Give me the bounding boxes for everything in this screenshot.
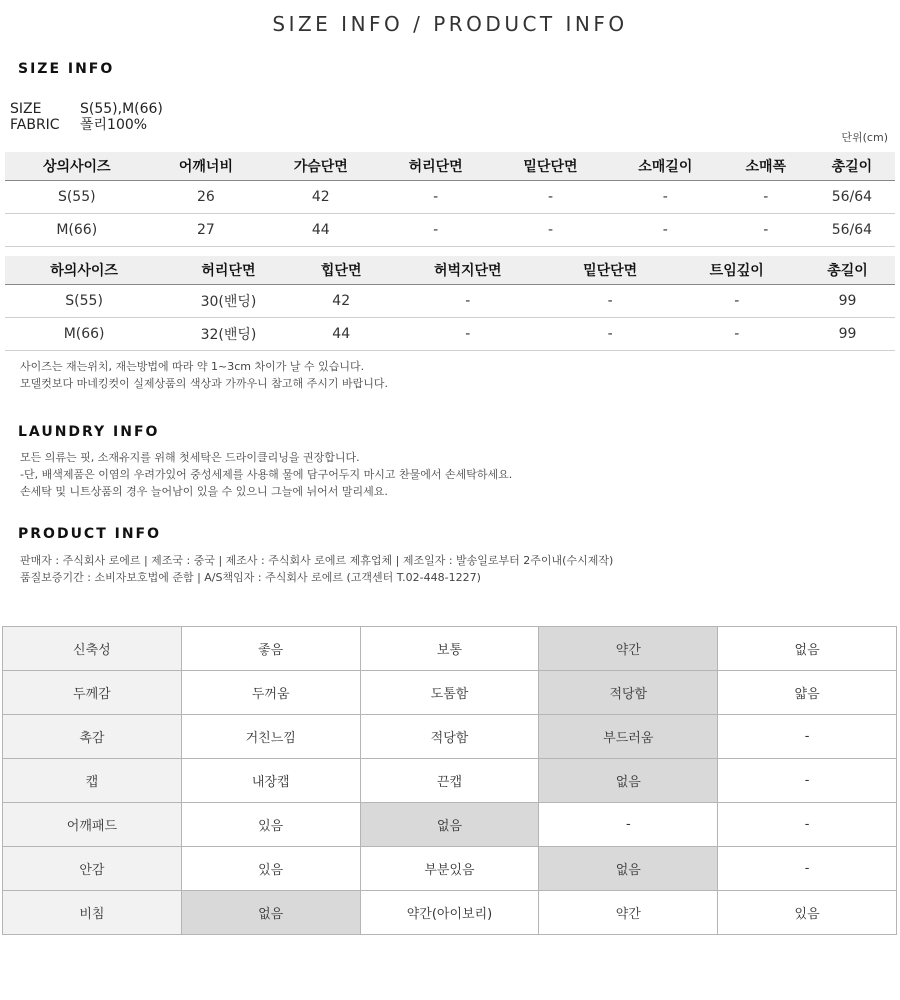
table-cell: M(66) — [5, 214, 149, 247]
fit-cell: 도톰함 — [360, 671, 539, 715]
table-cell: - — [547, 318, 674, 351]
fit-cell: 보통 — [360, 627, 539, 671]
table-header: 허벅지단면 — [389, 256, 547, 285]
product-notes — [20, 552, 613, 586]
laundry-notes — [20, 449, 512, 500]
fit-cell: 내장캡 — [181, 759, 360, 803]
fit-row-label: 캡 — [3, 759, 182, 803]
fit-cell: - — [718, 847, 897, 891]
unit-label: 단위(cm) — [841, 131, 888, 144]
table-cell: 99 — [800, 285, 895, 318]
table-header: 소매폭 — [723, 152, 809, 181]
size-value: S(55),M(66) — [80, 101, 163, 117]
fit-cell: 약간 — [539, 891, 718, 935]
product-line: 품질보증기간 : 소비자보호법에 준함 | A/S책임자 : 주식회사 로에르 (고객센터 T.02-448-1227) — [20, 571, 481, 584]
note-line: 사이즈는 재는위치, 재는방법에 따라 약 1~3cm 차이가 날 수 있습니다. — [20, 360, 365, 373]
size-notes — [20, 358, 388, 392]
fit-row-label: 안감 — [3, 847, 182, 891]
table-header: 총길이 — [800, 256, 895, 285]
laundry-line: 손세탁 및 니트상품의 경우 늘어남이 있을 수 있으니 그늘에 뉘어서 말리세요. — [20, 485, 388, 498]
fit-row-label: 신축성 — [3, 627, 182, 671]
laundry-line: 모든 의류는 핏, 소재유지를 위해 첫세탁은 드라이클리닝을 권장합니다. — [20, 451, 360, 464]
size-info-heading: SIZE INFO — [18, 61, 115, 77]
fit-row — [3, 803, 897, 847]
fit-row-label: 촉감 — [3, 715, 182, 759]
fit-row — [3, 847, 897, 891]
table-header: 총길이 — [809, 152, 895, 181]
table-cell: - — [673, 285, 800, 318]
product-line: 판매자 : 주식회사 로에르 | 제조국 : 중국 | 제조사 : 주식회사 로에르 제휴업체 | 제조일자 : 발송일로부터 2주이내(수시제작) — [20, 554, 614, 567]
fit-row — [3, 891, 897, 935]
fit-cell-selected: 적당함 — [539, 671, 718, 715]
laundry-line: -단, 배색제품은 이염의 우려가있어 중성세제를 사용해 물에 담구어두지 마시고 찬물에서 손세탁하세요. — [20, 468, 513, 481]
top-size-table — [5, 152, 895, 247]
table-header: 힙단면 — [294, 256, 389, 285]
fit-row-label: 비침 — [3, 891, 182, 935]
table-header: 밑단단면 — [493, 152, 608, 181]
table-cell: - — [673, 318, 800, 351]
size-row — [10, 101, 163, 117]
fit-cell-selected: 없음 — [181, 891, 360, 935]
fit-cell-selected: 없음 — [539, 759, 718, 803]
fit-cell: 없음 — [718, 627, 897, 671]
table-row — [5, 318, 895, 351]
table-cell: 30(밴딩) — [163, 285, 294, 318]
fabric-value: 폴리100% — [80, 117, 148, 133]
table-cell: - — [378, 181, 493, 214]
table-header: 하의사이즈 — [5, 256, 163, 285]
table-cell: 42 — [263, 181, 378, 214]
table-cell: - — [608, 181, 723, 214]
table-header: 밑단단면 — [547, 256, 674, 285]
table-cell: 56/64 — [809, 181, 895, 214]
table-cell: 26 — [149, 181, 264, 214]
table-cell: - — [389, 285, 547, 318]
fit-cell: 끈캡 — [360, 759, 539, 803]
table-cell: 44 — [294, 318, 389, 351]
table-cell: S(55) — [5, 181, 149, 214]
table-row — [5, 285, 895, 318]
table-cell: 56/64 — [809, 214, 895, 247]
fit-row-label: 어깨패드 — [3, 803, 182, 847]
table-header: 허리단면 — [163, 256, 294, 285]
bottom-size-header-row — [5, 256, 895, 285]
table-cell: 27 — [149, 214, 264, 247]
fit-table — [2, 626, 897, 935]
fit-cell: 좋음 — [181, 627, 360, 671]
table-header: 허리단면 — [378, 152, 493, 181]
top-size-header-row — [5, 152, 895, 181]
fit-cell: - — [539, 803, 718, 847]
table-row — [5, 214, 895, 247]
page-title: SIZE INFO / PRODUCT INFO — [272, 12, 628, 36]
fit-cell: 있음 — [181, 803, 360, 847]
fit-cell: 두꺼움 — [181, 671, 360, 715]
table-cell: - — [608, 214, 723, 247]
product-heading: PRODUCT INFO — [18, 526, 162, 542]
fit-row — [3, 671, 897, 715]
table-cell: - — [723, 181, 809, 214]
fit-cell-selected: 없음 — [360, 803, 539, 847]
fit-cell: 있음 — [181, 847, 360, 891]
bottom-size-table — [5, 256, 895, 351]
fit-row — [3, 759, 897, 803]
fit-cell: 있음 — [718, 891, 897, 935]
fit-cell: 적당함 — [360, 715, 539, 759]
size-label: SIZE — [10, 101, 42, 117]
fit-row — [3, 715, 897, 759]
fit-cell-selected: 없음 — [539, 847, 718, 891]
table-cell: S(55) — [5, 285, 163, 318]
table-cell: - — [493, 181, 608, 214]
table-cell: - — [378, 214, 493, 247]
laundry-heading: LAUNDRY INFO — [18, 424, 160, 440]
fit-cell: - — [718, 759, 897, 803]
fit-cell: - — [718, 715, 897, 759]
fit-cell-selected: 부드러움 — [539, 715, 718, 759]
table-cell: - — [723, 214, 809, 247]
fit-cell: 얇음 — [718, 671, 897, 715]
fit-cell: 부분있음 — [360, 847, 539, 891]
fit-cell: 약간(아이보리) — [360, 891, 539, 935]
table-row — [5, 181, 895, 214]
table-header: 상의사이즈 — [5, 152, 149, 181]
table-cell: 32(밴딩) — [163, 318, 294, 351]
note-line: 모델컷보다 마네킹컷이 실제상품의 색상과 가까우니 참고해 주시기 바랍니다. — [20, 377, 389, 390]
table-cell: M(66) — [5, 318, 163, 351]
table-header: 트임깊이 — [673, 256, 800, 285]
table-cell: 44 — [263, 214, 378, 247]
table-header: 소매길이 — [608, 152, 723, 181]
fit-cell-selected: 약간 — [539, 627, 718, 671]
fit-row-label: 두께감 — [3, 671, 182, 715]
fabric-label: FABRIC — [10, 117, 60, 133]
table-header: 가슴단면 — [263, 152, 378, 181]
table-cell: 42 — [294, 285, 389, 318]
table-cell: - — [389, 318, 547, 351]
fit-cell: 거친느낌 — [181, 715, 360, 759]
table-cell: - — [547, 285, 674, 318]
fit-cell: - — [718, 803, 897, 847]
table-cell: - — [493, 214, 608, 247]
fabric-row — [10, 117, 147, 133]
table-header: 어깨너비 — [149, 152, 264, 181]
fit-row — [3, 627, 897, 671]
table-cell: 99 — [800, 318, 895, 351]
